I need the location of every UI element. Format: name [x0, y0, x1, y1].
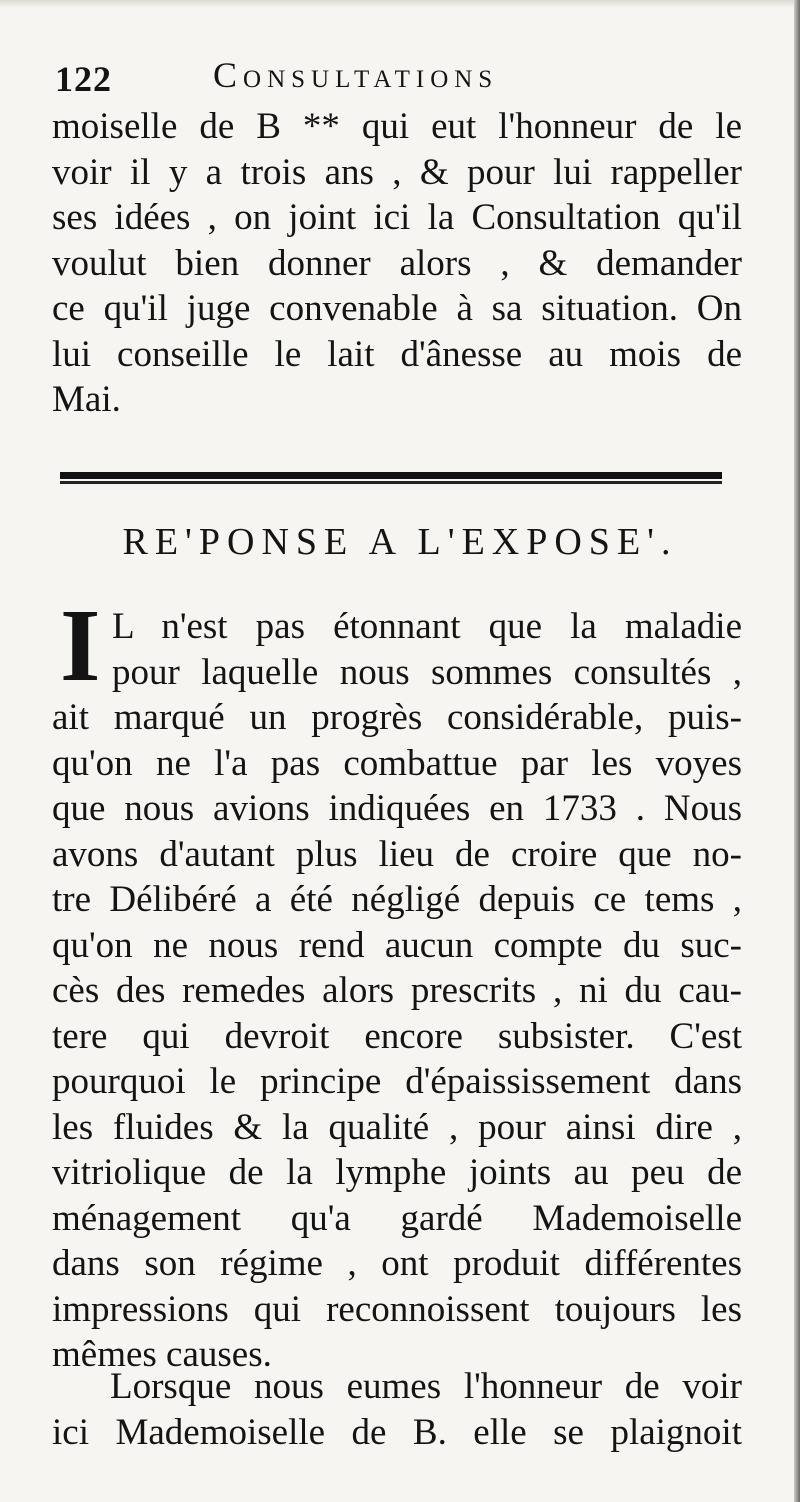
divider-thick-line	[60, 472, 722, 479]
text-line: ici Mademoiselle de B. elle se plaignoit	[52, 1411, 742, 1453]
text-line: ses idées , on joint ici la Consultation qu'il	[52, 197, 742, 238]
text-line: impressions qui reconnoissent toujours les	[52, 1288, 742, 1330]
text-line: les fluides & la qualité , pour ainsi dire ,	[52, 1106, 742, 1148]
text-line: mêmes causes.	[52, 1334, 272, 1375]
page-edge-shadow	[794, 0, 800, 1502]
page-top-shadow	[0, 0, 800, 8]
divider-thin-line	[60, 481, 722, 484]
text-line: que nous avions indiquées en 1733 . Nous	[52, 788, 742, 829]
text-line: dans son régime , ont produit différentes	[52, 1243, 742, 1284]
text-line: avons d'autant plus lieu de croire que no-	[52, 833, 742, 875]
next-paragraph	[52, 1364, 742, 1455]
text-line: pour laquelle nous sommes consultés ,	[112, 651, 742, 693]
running-title: Consultations	[213, 55, 499, 95]
text-line: lui conseille le lait d'ânesse au mois de	[52, 333, 742, 375]
response-paragraph	[52, 695, 742, 1378]
text-line: Lorsque nous eumes l'honneur de voir	[110, 1366, 742, 1407]
text-line: voir il y a trois ans , & pour lui rappeller	[52, 151, 742, 193]
section-heading: RE'PONSE A L'EXPOSE'.	[122, 521, 678, 563]
text-line: qu'on ne nous rend aucun compte du suc-	[52, 924, 742, 966]
drop-cap-lines	[112, 604, 742, 695]
text-line: L n'est pas étonnant que la maladie	[112, 606, 742, 647]
drop-cap: I	[60, 588, 101, 703]
running-head	[55, 54, 735, 100]
text-line: ménagement qu'a gardé Mademoiselle	[52, 1197, 742, 1239]
text-line: voulut bien donner alors , & demander	[52, 242, 742, 284]
text-line: vitriolique de la lymphe joints au peu de	[52, 1152, 742, 1193]
text-line: tre Délibéré a été négligé depuis ce tems ,	[52, 879, 742, 920]
text-line: pourquoi le principe d'épaississement dans	[52, 1061, 742, 1102]
intro-paragraph	[52, 104, 742, 423]
text-line: qu'on ne l'a pas combattue par les voyes	[52, 742, 742, 784]
text-line: moiselle de B ** qui eut l'honneur de le	[52, 106, 742, 147]
text-line: ce qu'il juge convenable à sa situation. On	[52, 288, 742, 329]
text-line: ait marqué un progrès considérable, puis-	[52, 697, 742, 738]
text-line: cès des remedes alors prescrits , ni du cau-	[52, 970, 742, 1011]
page-number: 122	[55, 59, 112, 99]
text-line: Mai.	[52, 379, 121, 420]
text-line: tere qui devroit encore subsister. C'est	[52, 1015, 742, 1057]
section-divider-rule	[60, 472, 722, 486]
